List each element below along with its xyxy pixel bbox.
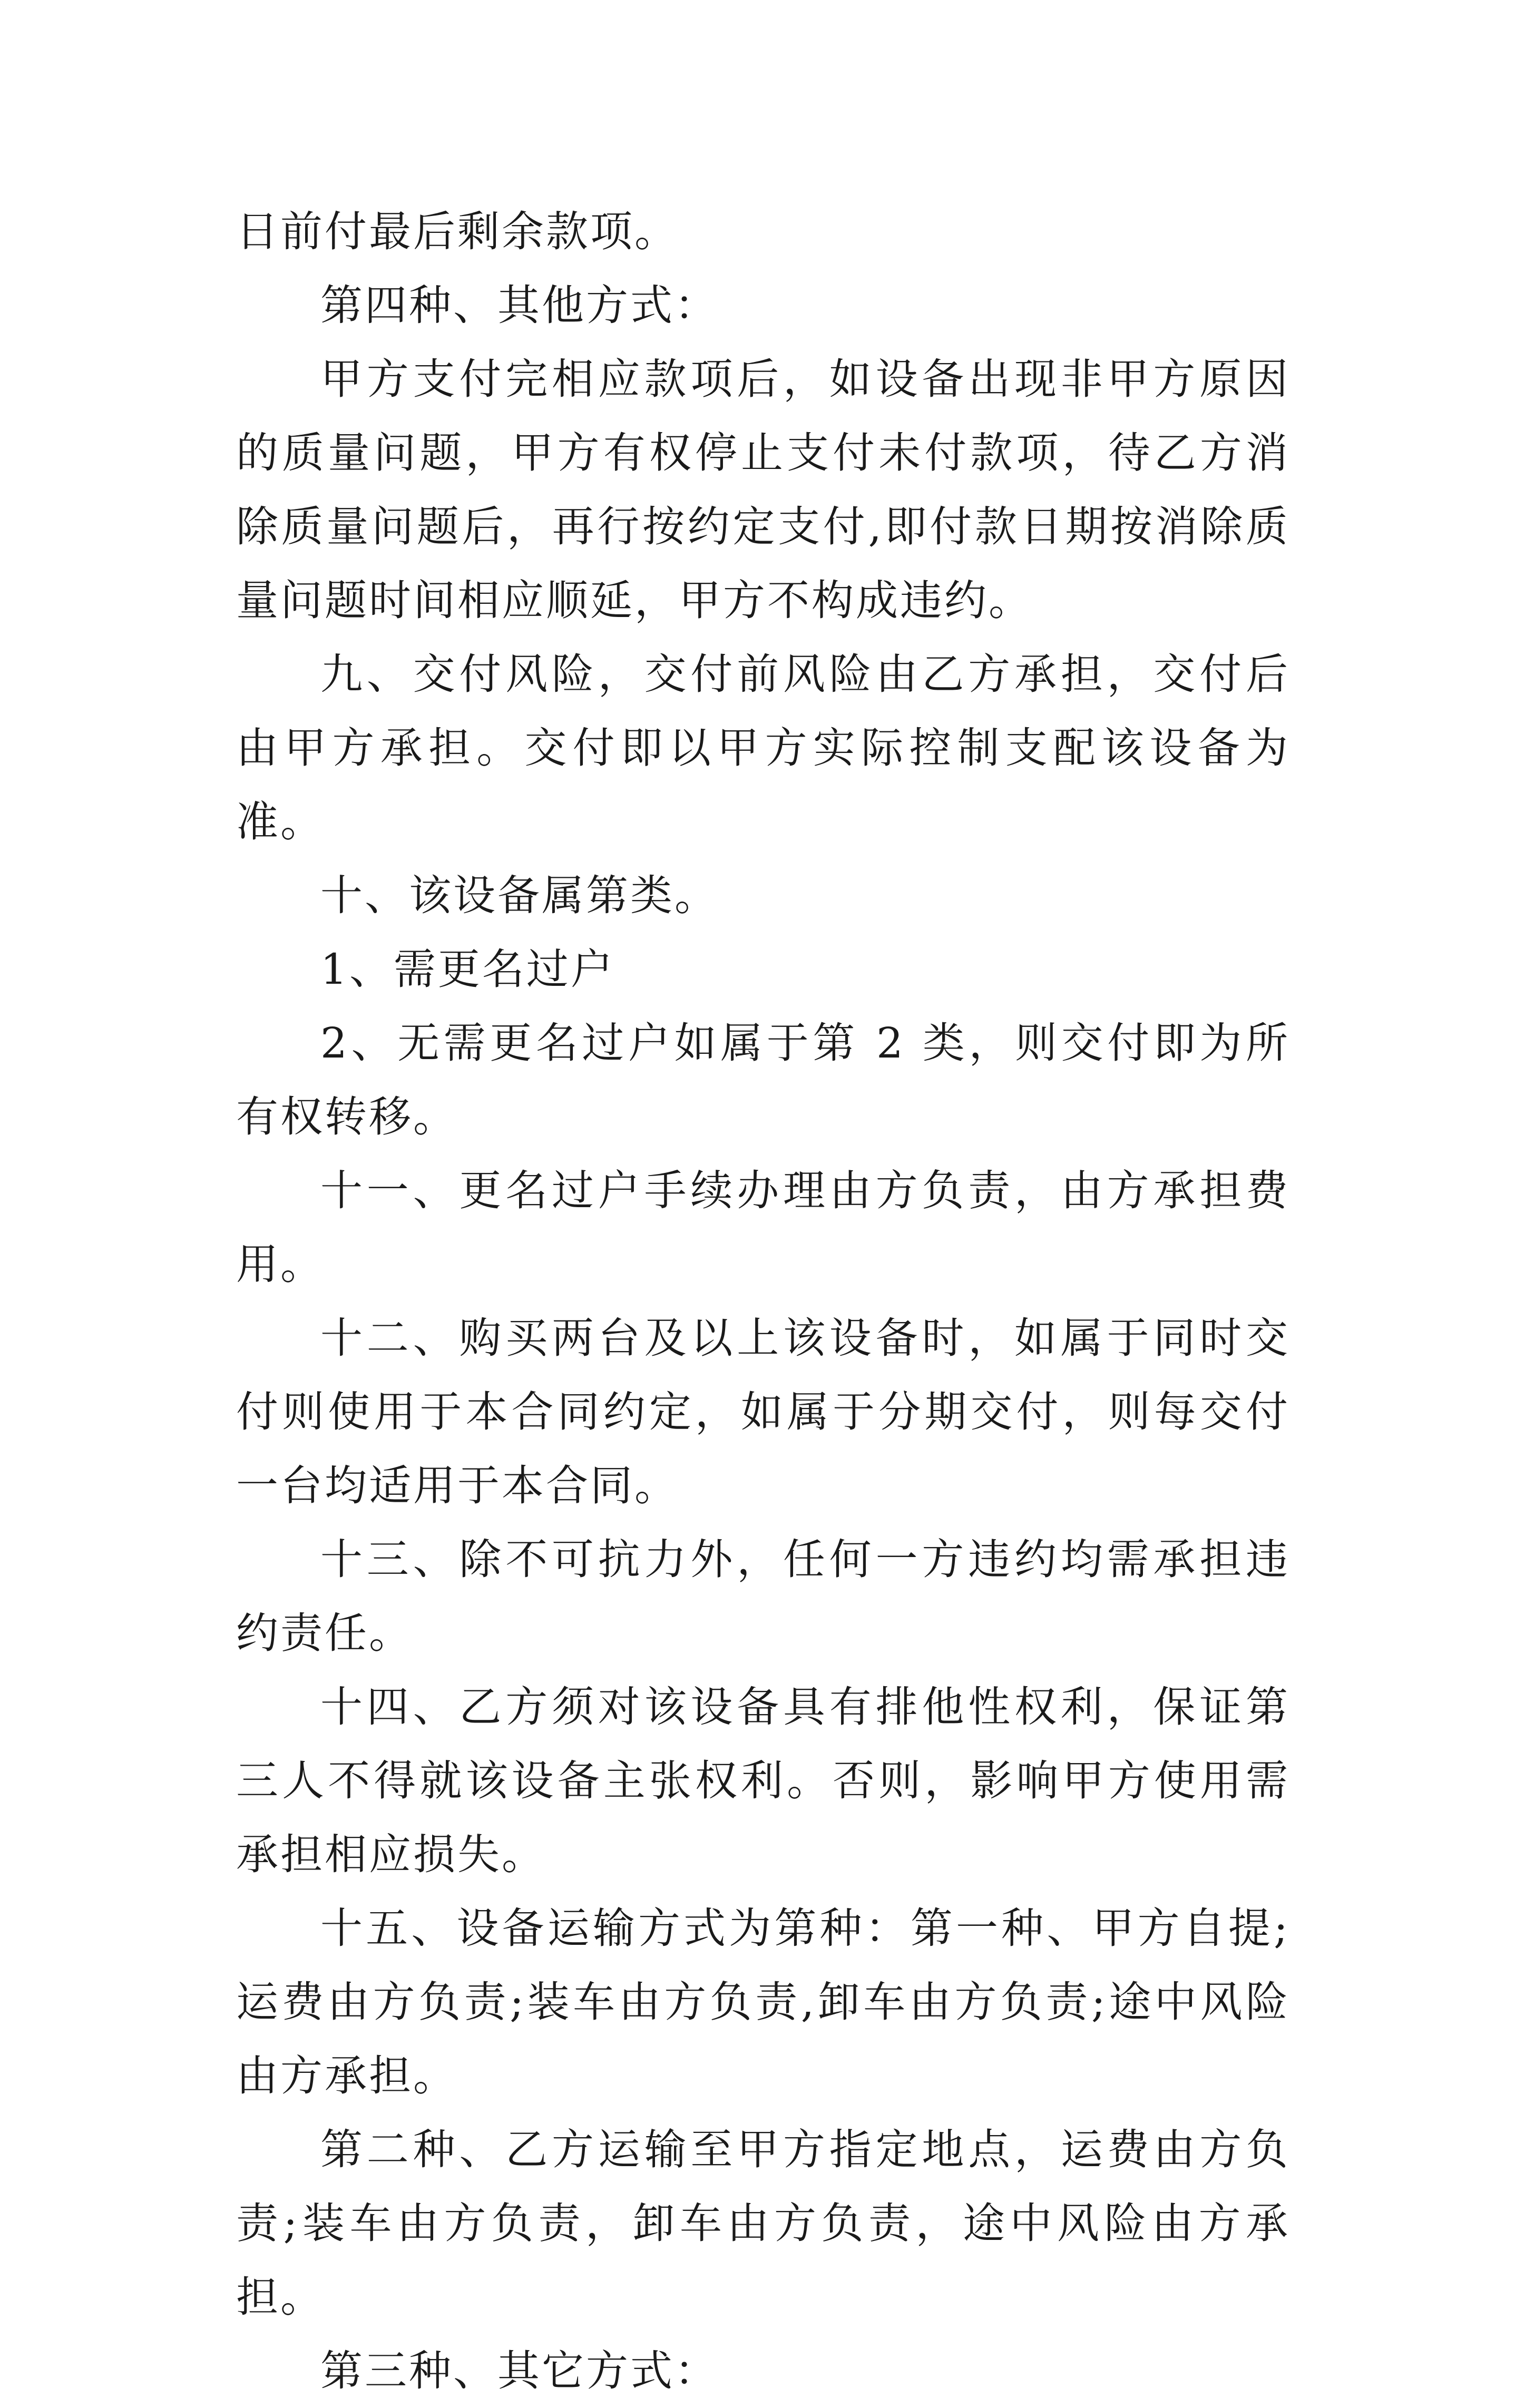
document-body [236, 195, 1290, 2408]
paragraph-second-transport: 第二种、乙方运输至甲方指定地点，运费由方负责;装车由方负责，卸车由方负责，途中风险由方承担。 [236, 2125, 1290, 2322]
paragraph-clause-15: 十五、设备运输方式为第种：第一种、甲方自提;运费由方负责;装车由方负责,卸车由方负责;途中风险由方承担。 [236, 1904, 1290, 2100]
paragraph-clause-13: 十三、除不可抗力外，任何一方违约均需承担违约责任。 [236, 1535, 1290, 1658]
paragraph-clause-14: 十四、乙方须对该设备具有排他性权利，保证第三人不得就该设备主张权利。否则，影响甲方使用需承担相应损失。 [236, 1682, 1290, 1879]
paragraph-item-1: 1、需更名过户 [320, 945, 615, 994]
paragraph-item-2: 2、无需更名过户如属于第 2 类，则交付即为所有权转移。 [236, 1019, 1290, 1141]
paragraph-third-transport: 第三种、其它方式： [320, 2346, 719, 2395]
paragraph-clause-10: 十、该设备属第类。 [320, 871, 719, 920]
paragraph-clause-11: 十一、更名过户手续办理由方负责，由方承担费用。 [236, 1166, 1290, 1289]
paragraph-remaining-payment: 日前付最后剩余款项。 [236, 207, 679, 256]
paragraph-clause-9: 九、交付风险，交付前风险由乙方承担，交付后由甲方承担。交付即以甲方实际控制支配该设备为准。 [236, 650, 1290, 846]
paragraph-quality-issue: 甲方支付完相应款项后，如设备出现非甲方原因的质量问题，甲方有权停止支付未付款项，待乙方消除质量问题后，再行按约定支付,即付款日期按消除质量问题时间相应顺延，甲方不构成违约。 [236, 355, 1290, 625]
paragraph-clause-12: 十二、购买两台及以上该设备时，如属于同时交付则使用于本合同约定，如属于分期交付，则每交付一台均适用于本合同。 [236, 1314, 1290, 1510]
paragraph-fourth-method: 第四种、其他方式： [320, 281, 719, 330]
